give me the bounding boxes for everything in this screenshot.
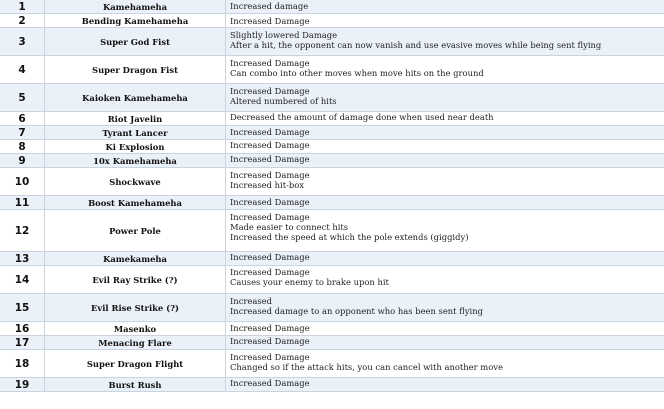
row-number: 7 <box>0 126 45 140</box>
row-number: 5 <box>0 84 45 112</box>
row-number: 17 <box>0 336 45 350</box>
row-number: 15 <box>0 294 45 322</box>
row-number: 1 <box>0 0 45 14</box>
change-description <box>226 140 664 154</box>
change-line: Increased Damage <box>230 252 310 262</box>
change-description <box>226 0 664 14</box>
change-line: Increased Damage <box>230 336 310 346</box>
move-name: Super God Fist <box>45 28 226 56</box>
move-name: Kaioken Kamehameha <box>45 84 226 112</box>
change-description <box>226 252 664 266</box>
table-row <box>0 168 664 196</box>
row-number: 9 <box>0 154 45 168</box>
row-number: 18 <box>0 350 45 378</box>
change-line: Increased Damage <box>230 170 310 180</box>
table-row <box>0 196 664 210</box>
table-row <box>0 294 664 322</box>
change-description <box>226 56 664 84</box>
table-row <box>0 336 664 350</box>
move-name: Evil Rise Strike (?) <box>45 294 226 322</box>
move-name: Ki Explosion <box>45 140 226 154</box>
row-number: 13 <box>0 252 45 266</box>
move-name: Super Dragon Flight <box>45 350 226 378</box>
change-line: After a hit, the opponent can now vanish and use evasive moves while being sent flying <box>230 40 602 50</box>
table-row <box>0 322 664 336</box>
change-description <box>226 112 664 126</box>
change-description <box>226 168 664 196</box>
change-line: Changed so if the attack hits, you can cancel with another move <box>230 362 503 372</box>
row-number: 10 <box>0 168 45 196</box>
move-name: Shockwave <box>45 168 226 196</box>
row-number: 4 <box>0 56 45 84</box>
change-line: Increased hit-box <box>230 180 305 190</box>
change-line: Increased Damage <box>230 16 310 26</box>
table-row <box>0 28 664 56</box>
change-line: Increased Damage <box>230 154 310 164</box>
move-name: Power Pole <box>45 210 226 252</box>
change-line: Decreased the amount of damage done when used near death <box>230 112 494 122</box>
move-name: Masenko <box>45 322 226 336</box>
table-row <box>0 154 664 168</box>
table-row <box>0 140 664 154</box>
move-name: Burst Rush <box>45 378 226 392</box>
change-description <box>226 322 664 336</box>
row-number: 19 <box>0 378 45 392</box>
move-name: Kamehameha <box>45 0 226 14</box>
change-description <box>226 210 664 252</box>
change-description <box>226 350 664 378</box>
change-description <box>226 336 664 350</box>
table-row <box>0 126 664 140</box>
change-line: Altered numbered of hits <box>230 96 337 106</box>
move-name: Super Dragon Fist <box>45 56 226 84</box>
table-row <box>0 112 664 126</box>
change-description <box>226 266 664 294</box>
row-number: 12 <box>0 210 45 252</box>
move-name: Bending Kamehameha <box>45 14 226 28</box>
change-description <box>226 28 664 56</box>
change-line: Increased damage <box>230 1 309 11</box>
row-number: 8 <box>0 140 45 154</box>
move-name: 10x Kamehameha <box>45 154 226 168</box>
change-line: Increased damage to an opponent who has been sent flying <box>230 306 483 316</box>
change-line: Increased the speed at which the pole extends (giggidy) <box>230 232 469 242</box>
change-description <box>226 84 664 112</box>
row-number: 11 <box>0 196 45 210</box>
table-row <box>0 210 664 252</box>
change-line: Increased <box>230 296 272 306</box>
change-line: Increased Damage <box>230 197 310 207</box>
row-number: 6 <box>0 112 45 126</box>
move-name: Evil Ray Strike (?) <box>45 266 226 294</box>
move-name: Boost Kamehameha <box>45 196 226 210</box>
change-line: Increased Damage <box>230 352 310 362</box>
change-line: Slightly lowered Damage <box>230 30 338 40</box>
change-line: Increased Damage <box>230 127 310 137</box>
change-line: Made easier to connect hits <box>230 222 349 232</box>
change-description <box>226 294 664 322</box>
change-description <box>226 154 664 168</box>
change-description <box>226 196 664 210</box>
change-line: Increased Damage <box>230 140 310 150</box>
change-line: Increased Damage <box>230 378 310 388</box>
change-line: Increased Damage <box>230 323 310 333</box>
row-number: 16 <box>0 322 45 336</box>
move-name: Tyrant Lancer <box>45 126 226 140</box>
change-line: Increased Damage <box>230 86 310 96</box>
table-row <box>0 350 664 378</box>
table-row <box>0 56 664 84</box>
change-line: Increased Damage <box>230 212 310 222</box>
change-line: Can combo into other moves when move hits on the ground <box>230 68 484 78</box>
table-row <box>0 266 664 294</box>
row-number: 14 <box>0 266 45 294</box>
change-line: Causes your enemy to brake upon hit <box>230 277 389 287</box>
change-description <box>226 14 664 28</box>
table-row <box>0 14 664 28</box>
row-number: 2 <box>0 14 45 28</box>
change-line: Increased Damage <box>230 267 310 277</box>
change-description <box>226 126 664 140</box>
row-number: 3 <box>0 28 45 56</box>
table-row <box>0 84 664 112</box>
move-name: Menacing Flare <box>45 336 226 350</box>
table-row <box>0 252 664 266</box>
move-name: Riot Javelin <box>45 112 226 126</box>
move-name: Kamekameha <box>45 252 226 266</box>
change-description <box>226 378 664 392</box>
table-row <box>0 378 664 392</box>
change-line: Increased Damage <box>230 58 310 68</box>
table-row <box>0 0 664 14</box>
